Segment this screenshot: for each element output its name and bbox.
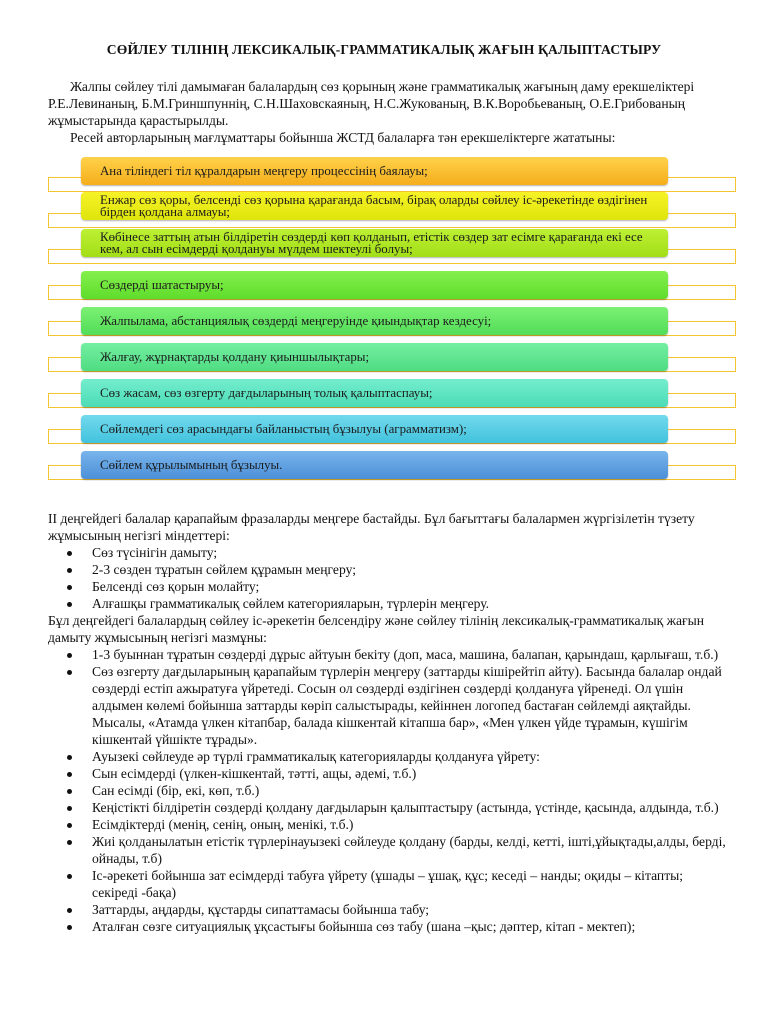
list-item: Заттарды, аңдарды, құстарды сипаттамасы бойынша табу;: [92, 901, 728, 918]
list-item: Іс-әрекеті бойынша зат есімдерді табуға үйрету (ұшады – ұшақ, құс; кеседі – нанды; оқиды – кітапты; секіреді -бақа): [92, 867, 728, 901]
diagram-item: Сөйлем құрылымының бұзылуы.: [81, 451, 668, 479]
intro-paragraph: Жалпы сөйлеу тілі дамымаған балалардың сөз қорының және грамматикалық жағының даму ерекшеліктері Р.Е.Левинаның, Б.М.Гриншпуннің, С.Н.Шаховскаяның, Н.С.Жукованың, В.К.Воробьеваның, О.Е.Грибованың жұмыстарында қарастырылды.: [48, 79, 695, 128]
diagram-item: Енжар сөз қоры, белсенді сөз қорына қарағанда басым, бірақ оларды сөйлеу іс-әрекетінде өздігінен бірден қолдана алмауы;: [81, 192, 668, 220]
features-diagram: [0, 150, 768, 480]
diagram-item: Көбінесе заттың атын білдіретін сөздерді көп қолданып, етістік сөздер зат есімге қарағанда екі есе кем, ал сын есімдерді қолдануы мүлдем шектеулі болуы;: [81, 229, 668, 257]
content-list: [48, 646, 728, 935]
list-item: Белсенді сөз қорын молайту;: [92, 578, 728, 595]
list-item: 1-3 буыннан тұратын сөздерді дұрыс айтуын бекіту (доп, маса, машина, балапан, қарындаш, қарлығаш, т.б.): [92, 646, 728, 663]
section-paragraph: Бұл деңгейдегі балалардың сөйлеу іс-әрекетін белсендіру және сөйлеу тілінің лексикалық-грамматикалық жағын дамыту жұмысының негізгі мазмұны:: [48, 613, 705, 645]
list-item: Есімдіктерді (менің, сенің, оның, менікі, т.б.): [92, 816, 728, 833]
section-paragraph: II деңгейдегі балалар қарапайым фразаларды меңгере бастайды. Бұл бағыттағы балалармен жүргізілетін түзету жұмысының негізгі міндеттері:: [48, 511, 695, 543]
intro-paragraph: Ресей авторларының мағлұматтары бойынша ЖСТД балаларға тән ерекшеліктерге жататыны:: [70, 130, 616, 145]
list-item: Кеңістікті білдіретін сөздерді қолдану дағдыларын қалыптастыру (астында, үстінде, қасында, алдында, т.б.): [92, 799, 728, 816]
list-item: Сын есімдерді (үлкен-кішкентай, тәтті, ащы, әдемі, т.б.): [92, 765, 728, 782]
section-level-2: [48, 510, 728, 935]
diagram-item: Сөздерді шатастыруы;: [81, 271, 668, 299]
document-title: СӨЙЛЕУ ТІЛІНІҢ ЛЕКСИКАЛЫҚ-ГРАММАТИКАЛЫҚ ЖАҒЫН ҚАЛЫПТАСТЫРУ: [106, 42, 662, 57]
tasks-list: [48, 544, 728, 612]
list-item: Сөз түсінігін дамыту;: [92, 544, 728, 561]
list-item: Жиі қолданылатын етістік түрлерінауызекі сөйлеуде қолдану (барды, келді, кетті, ішті,ұйықтады,алды, берді, ойнады, т.б): [92, 833, 728, 867]
list-item: Ауызекі сөйлеуде әр түрлі грамматикалық категорияларды қолдануға үйрету:: [92, 748, 728, 765]
intro-section: [48, 78, 728, 146]
list-item: 2-3 сөзден тұратын сөйлем құрамын меңгеру;: [92, 561, 728, 578]
list-item: Аталған сөзге ситуациялық ұқсастығы бойынша сөз табу (шана –қыс; дәптер, кітап - мектеп);: [92, 918, 728, 935]
diagram-item: Сөз жасам, сөз өзгерту дағдыларының толық қалыптаспауы;: [81, 379, 668, 407]
diagram-item: Жалғау, жұрнақтарды қолдану қиыншылықтары;: [81, 343, 668, 371]
diagram-item: Жалпылама, абстанциялық сөздерді меңгеруінде қиындықтар кездесуі;: [81, 307, 668, 335]
diagram-item: Сөйлемдегі сөз арасындағы байланыстың бұзылуы (аграмматизм);: [81, 415, 668, 443]
list-item: Сан есімді (бір, екі, көп, т.б.): [92, 782, 728, 799]
diagram-item: Ана тіліндегі тіл құралдарын меңгеру процессінің баялауы;: [81, 157, 668, 185]
list-item: Алғашқы грамматикалық сөйлем категорияларын, түрлерін меңгеру.: [92, 595, 728, 612]
list-item: Сөз өзгерту дағдыларының қарапайым түрлерін меңгеру (заттарды кішірейтіп айту). Басында балалар ондай сөздерді естіп ажыратуға үйретеді. Сосын ол сөздерді өздігінен сөздерді қолдануға үйренеді. Ол үшін алдымен көлемі бойынша заттарды көріп салыстырады, кейіннен логопед бастаған сөйлемді аяқтайды. Мысалы, «Атамда үлкен кітапбар, балада кішкентай кітапша бар», «Мен үлкен үйде тұрамын, күшігім кішкентай үйшікте тұрады».: [92, 663, 728, 748]
